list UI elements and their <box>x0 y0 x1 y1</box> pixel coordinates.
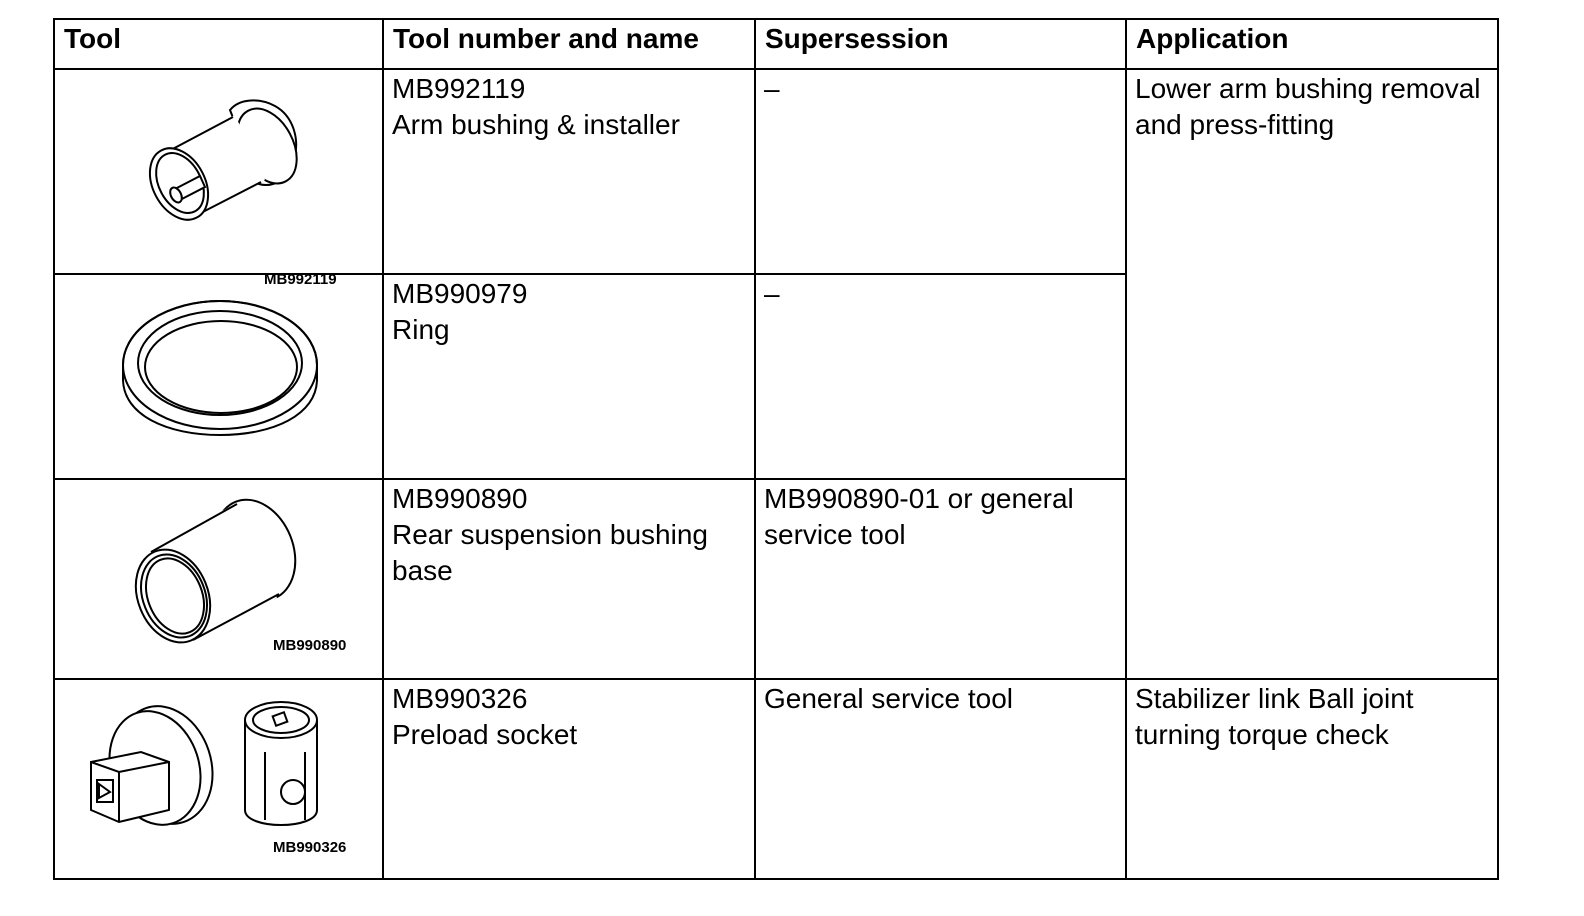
special-tools-table <box>53 18 1499 880</box>
tool-number: MB990979 <box>392 278 528 309</box>
supersession-text: – <box>764 73 780 104</box>
tool-name: Preload socket <box>392 719 578 750</box>
table-row <box>54 69 1498 274</box>
header-application: Application <box>1126 19 1498 69</box>
supersession-text: – <box>764 278 780 309</box>
tool-name: Ring <box>392 314 450 345</box>
tool-image-cell <box>54 679 383 879</box>
bushing-base-illustration <box>55 480 384 678</box>
header-tool-number-name: Tool number and name <box>383 19 755 69</box>
preload-socket-illustration <box>55 680 384 878</box>
tool-image-cell <box>54 274 383 479</box>
supersession-text: MB990890-01 or general service tool <box>764 483 1074 550</box>
image-part-label: MB992119 <box>264 271 337 288</box>
tool-image-cell <box>54 479 383 679</box>
image-part-label: MB990326 <box>273 839 347 856</box>
supersession-cell <box>755 69 1126 274</box>
tool-number: MB992119 <box>392 73 526 104</box>
header-supersession: Supersession <box>755 19 1126 69</box>
supersession-cell <box>755 274 1126 479</box>
application-cell <box>1126 679 1498 879</box>
supersession-text: General service tool <box>764 683 1014 714</box>
image-part-label: MB990890 <box>273 637 347 654</box>
tool-name: Arm bushing & installer <box>392 109 680 140</box>
tool-image-cell <box>54 69 383 288</box>
header-row <box>54 19 1498 69</box>
tool-name: Rear suspension bushing base <box>392 519 708 586</box>
table-row <box>54 679 1498 879</box>
tool-number-name-cell <box>383 679 755 879</box>
tool-number-name-cell <box>383 274 755 479</box>
ring-illustration <box>55 275 384 478</box>
header-tool: Tool <box>54 19 383 69</box>
tool-number: MB990890 <box>392 483 528 514</box>
application-cell <box>1126 69 1498 679</box>
application-text: Lower arm bushing removal and press-fitting <box>1135 73 1481 140</box>
application-text: Stabilizer link Ball joint turning torque check <box>1135 683 1414 750</box>
tool-number-name-cell <box>383 69 755 274</box>
tool-number-name-cell <box>383 479 755 679</box>
supersession-cell <box>755 479 1126 679</box>
tool-number: MB990326 <box>392 683 528 714</box>
supersession-cell <box>755 679 1126 879</box>
arm-bushing-installer-illustration <box>55 70 384 288</box>
